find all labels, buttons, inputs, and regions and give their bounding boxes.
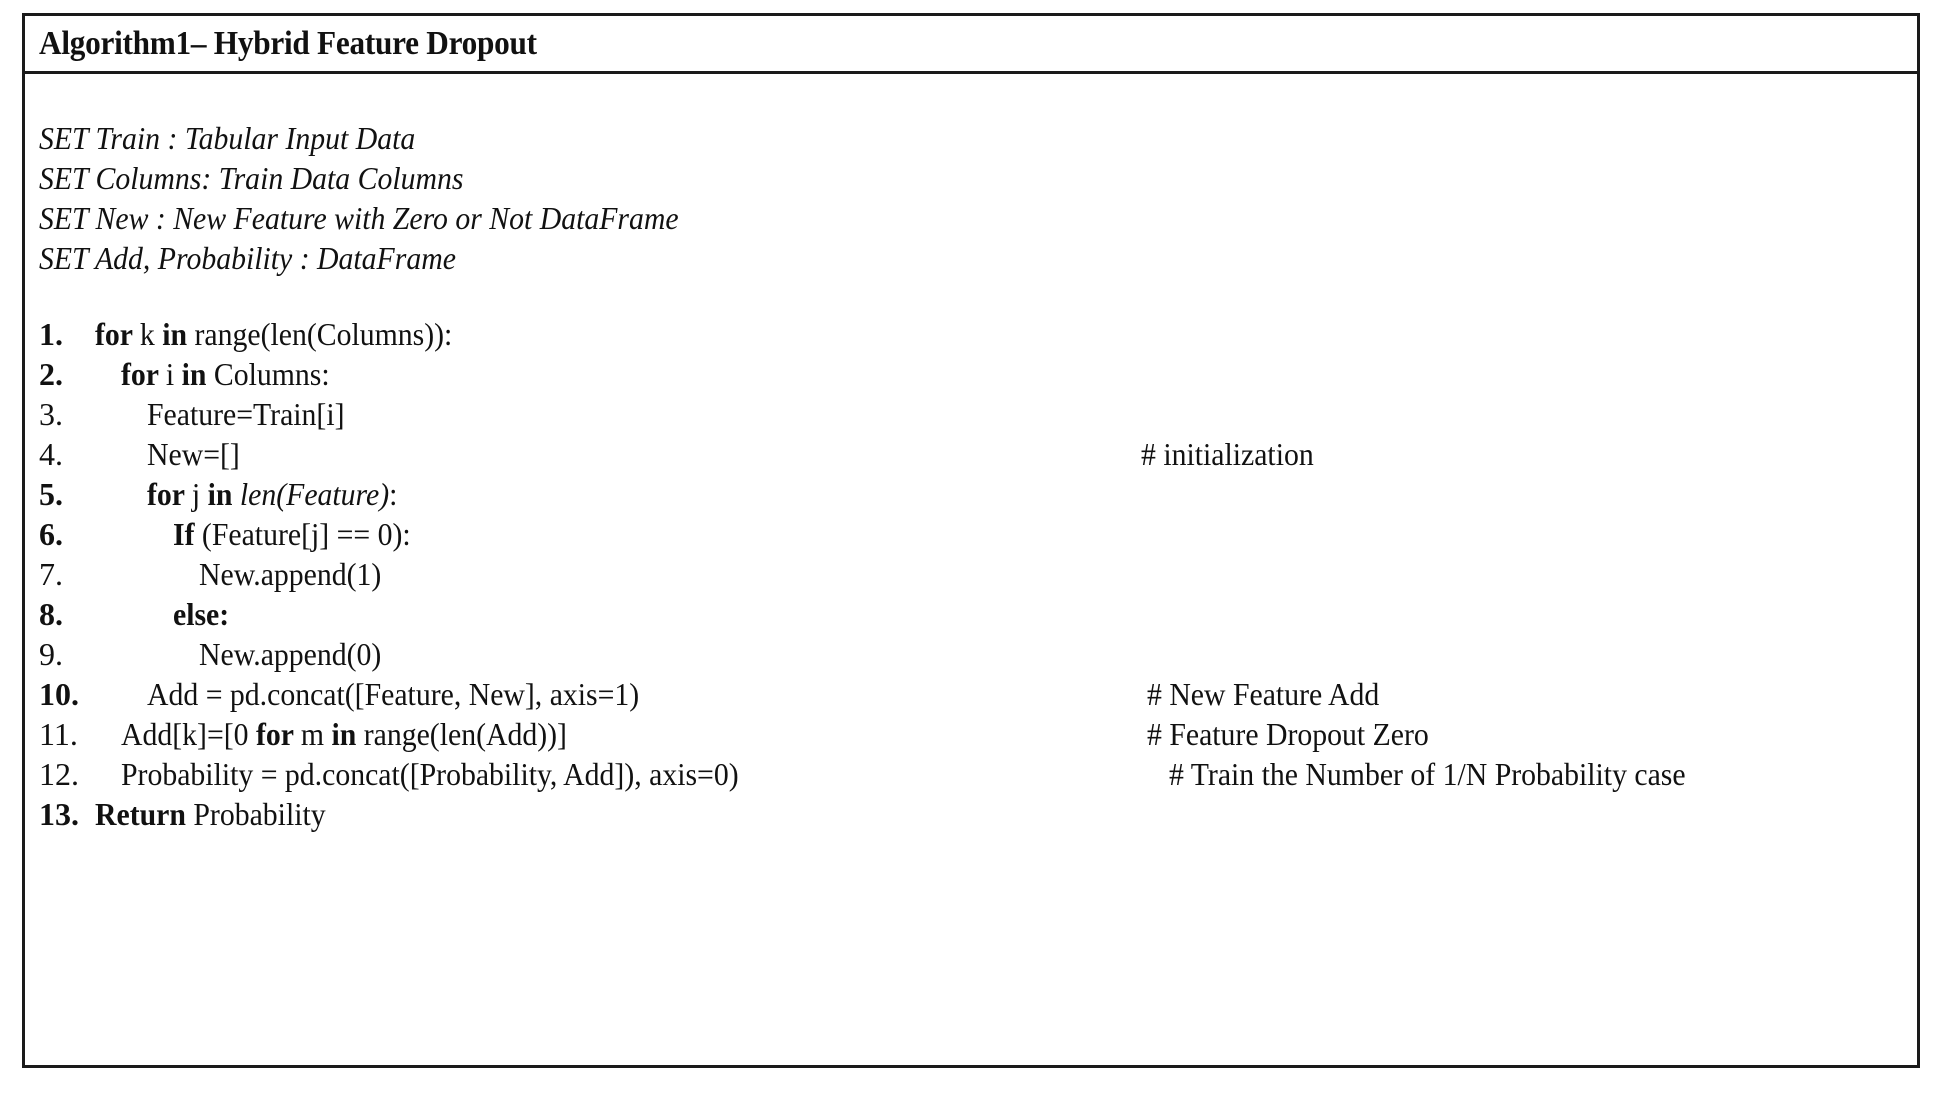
step-number: 6. xyxy=(39,516,63,552)
code-token: Add[k]=[0 xyxy=(121,716,256,752)
code-token: New=[] xyxy=(147,436,240,472)
step-number: 12. xyxy=(39,756,79,792)
algorithm-step xyxy=(39,354,1917,394)
step-code xyxy=(95,794,326,834)
algorithm-box xyxy=(22,13,1920,1068)
code-token: range(len(Add))] xyxy=(363,716,567,752)
code-token: range(len(Columns)): xyxy=(194,316,453,352)
step-number: 10. xyxy=(39,676,79,712)
algorithm-step xyxy=(39,314,1917,354)
code-token: k xyxy=(139,316,163,352)
declaration-line: SET Columns: Train Data Columns xyxy=(39,160,464,196)
code-token: New.append(0) xyxy=(199,636,382,672)
algorithm-title: Algorithm1– Hybrid Feature Dropout xyxy=(39,24,537,62)
step-number: 13. xyxy=(39,796,79,832)
code-token: in xyxy=(207,476,240,512)
step-number: 9. xyxy=(39,636,63,672)
code-token: Probability xyxy=(193,796,326,832)
algorithm-step xyxy=(39,754,1917,794)
step-comment: # Feature Dropout Zero xyxy=(1147,716,1429,752)
step-number: 2. xyxy=(39,356,63,392)
declarations-block xyxy=(25,74,1917,278)
step-number: 5. xyxy=(39,476,63,512)
step-code xyxy=(199,554,381,594)
code-token: len(Feature) xyxy=(239,476,390,512)
step-code xyxy=(147,434,240,474)
step-code xyxy=(199,634,381,674)
declaration-line: SET New : New Feature with Zero or Not DataFrame xyxy=(39,200,679,236)
algorithm-body xyxy=(25,74,1917,834)
algorithm-step xyxy=(39,594,1917,634)
code-token: Add = pd.concat([Feature, New], axis=1) xyxy=(147,676,640,712)
code-token: i xyxy=(165,356,182,392)
algorithm-header xyxy=(25,16,1917,74)
code-token: Feature=Train[i] xyxy=(147,396,345,432)
code-token: for xyxy=(121,356,166,392)
step-number: 3. xyxy=(39,396,63,432)
step-number: 4. xyxy=(39,436,63,472)
code-token: for xyxy=(255,716,301,752)
code-token: in xyxy=(181,356,214,392)
step-code xyxy=(173,514,411,554)
code-token: j xyxy=(191,476,208,512)
step-code xyxy=(121,354,330,394)
step-comment: # initialization xyxy=(1141,436,1314,472)
code-token: New.append(1) xyxy=(199,556,382,592)
step-comment: # Train the Number of 1/N Probability case xyxy=(1169,756,1686,792)
code-token: m xyxy=(300,716,332,752)
code-token: else: xyxy=(173,596,230,632)
code-token: in xyxy=(331,716,364,752)
code-token: for xyxy=(147,476,192,512)
algorithm-step xyxy=(39,394,1917,434)
step-number: 7. xyxy=(39,556,63,592)
steps-block xyxy=(25,278,1917,834)
code-token: for xyxy=(95,316,140,352)
algorithm-step xyxy=(39,514,1917,554)
algorithm-step xyxy=(39,434,1917,474)
code-token: Columns: xyxy=(213,356,330,392)
code-token: If xyxy=(173,516,202,552)
code-token: Return xyxy=(95,796,194,832)
code-token: : xyxy=(389,476,398,512)
algorithm-step xyxy=(39,634,1917,674)
step-number: 8. xyxy=(39,596,63,632)
step-number: 1. xyxy=(39,316,63,352)
code-token: Probability = pd.concat([Probability, Add]), axis=0) xyxy=(121,756,739,792)
algorithm-step xyxy=(39,794,1917,834)
step-code xyxy=(95,314,452,354)
step-code xyxy=(121,714,567,754)
code-token: in xyxy=(162,316,195,352)
declaration-line: SET Add, Probability : DataFrame xyxy=(39,240,456,276)
step-code xyxy=(147,674,639,714)
step-comment: # New Feature Add xyxy=(1147,676,1380,712)
step-code xyxy=(173,594,229,634)
code-token: (Feature[j] == 0): xyxy=(201,516,411,552)
algorithm-step xyxy=(39,474,1917,514)
step-code xyxy=(147,394,345,434)
algorithm-step xyxy=(39,554,1917,594)
step-number: 11. xyxy=(39,716,78,752)
declaration-line: SET Train : Tabular Input Data xyxy=(39,120,416,156)
algorithm-step xyxy=(39,714,1917,754)
step-code xyxy=(121,754,739,794)
step-code xyxy=(147,474,397,514)
algorithm-step xyxy=(39,674,1917,714)
